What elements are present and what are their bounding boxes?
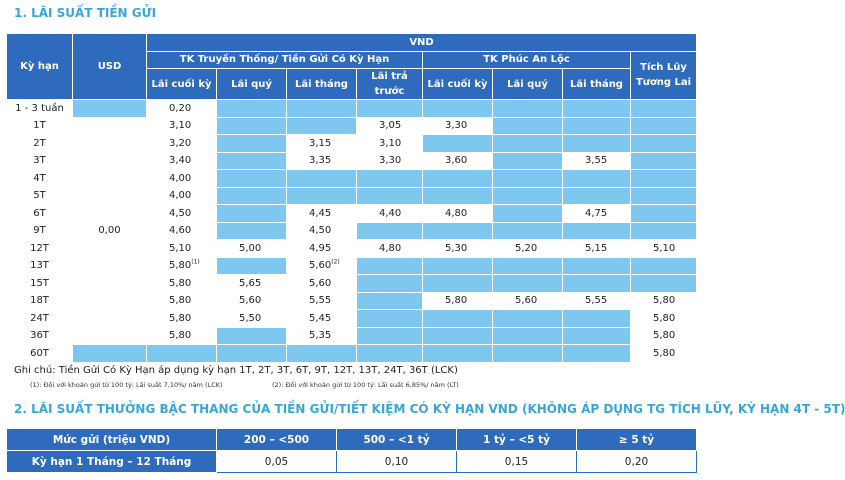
rate-cell — [147, 345, 217, 363]
rate-value: 3,30 — [445, 120, 468, 132]
footnote-1: (1): Đối với khoản gửi từ 100 tỷ: Lãi suất 7,10%/ năm (LCK) — [30, 381, 223, 389]
term-cell: 12T — [7, 240, 73, 258]
rate-cell — [287, 345, 357, 363]
rate-cell — [563, 187, 631, 205]
rate-cell — [287, 257, 357, 275]
term-cell: 6T — [7, 205, 73, 223]
rate-cell — [563, 310, 631, 328]
rate-cell — [423, 187, 493, 205]
rate-value: 3,10 — [379, 137, 402, 149]
term-cell: 60T — [7, 345, 73, 363]
rate-cell — [631, 187, 697, 205]
rate-cell — [217, 327, 287, 345]
header-group-traditional: TK Truyền Thống/ Tiền Gửi Có Kỳ Hạn — [147, 51, 423, 69]
header-group-future: Tích Lũy Tương Lai — [631, 51, 697, 100]
rate-cell — [287, 205, 357, 223]
rate-cell — [631, 345, 697, 363]
rate-cell — [563, 152, 631, 170]
rate-cell — [631, 152, 697, 170]
rate-cell — [493, 135, 563, 153]
rate-cell — [357, 187, 423, 205]
tier-header: ≥ 5 tỷ — [577, 429, 697, 451]
rate-cell — [357, 222, 423, 240]
rate-cell — [423, 240, 493, 258]
usd-rate: 0,00 — [73, 117, 147, 345]
rate-cell — [493, 275, 563, 293]
rate-cell — [217, 257, 287, 275]
rate-value: 5,80 — [445, 295, 468, 307]
rate-value: 3,40 — [169, 155, 192, 167]
rate-cell — [217, 135, 287, 153]
rate-value: 3,20 — [169, 137, 192, 149]
rate-cell — [563, 240, 631, 258]
header-pal-col: Lãi tháng — [563, 69, 631, 100]
rate-cell — [217, 222, 287, 240]
rate-cell — [493, 345, 563, 363]
rate-value: 3,30 — [379, 155, 402, 167]
rate-cell — [217, 310, 287, 328]
rate-cell — [357, 275, 423, 293]
rate-cell — [147, 310, 217, 328]
rate-value: 5,35 — [309, 330, 332, 342]
rate-value: 5,60$^{(2)}$ — [309, 258, 340, 272]
rate-value: 4,50 — [309, 225, 332, 237]
rate-value: 5,65 — [239, 277, 262, 289]
rate-cell — [147, 170, 217, 188]
rate-cell — [563, 275, 631, 293]
rate-cell — [357, 240, 423, 258]
rate-cell — [147, 222, 217, 240]
rate-cell — [147, 117, 217, 135]
rate-value: 3,55 — [585, 155, 608, 167]
rate-value: 4,00 — [169, 190, 192, 202]
rate-value: 0,20 — [169, 102, 192, 114]
rate-value: 4,80 — [445, 207, 468, 219]
rate-cell — [423, 170, 493, 188]
rate-value: 4,40 — [379, 207, 402, 219]
rate-value: 4,50 — [169, 207, 192, 219]
rate-value: 5,55 — [585, 295, 608, 307]
rate-cell — [563, 170, 631, 188]
term-cell: 9T — [7, 222, 73, 240]
rate-cell — [423, 275, 493, 293]
usd-cell — [73, 345, 147, 363]
rate-cell — [563, 100, 631, 118]
rate-cell — [287, 117, 357, 135]
rate-cell — [287, 170, 357, 188]
rate-cell — [147, 187, 217, 205]
term-cell: 15T — [7, 275, 73, 293]
rate-cell — [147, 327, 217, 345]
rate-cell — [217, 275, 287, 293]
term-cell: 3T — [7, 152, 73, 170]
rate-cell — [631, 170, 697, 188]
rate-value: 3,35 — [309, 155, 332, 167]
header-term: Kỳ hạn — [7, 34, 73, 100]
rate-cell — [423, 100, 493, 118]
rate-cell — [217, 187, 287, 205]
rate-cell — [147, 135, 217, 153]
term-cell: 1T — [7, 117, 73, 135]
rate-cell — [357, 327, 423, 345]
rate-cell — [147, 152, 217, 170]
rate-cell — [563, 292, 631, 310]
rate-value: 5,80$^{(1)}$ — [169, 258, 200, 272]
rate-value: 4,60 — [169, 225, 192, 237]
rate-cell — [493, 205, 563, 223]
rate-cell — [423, 327, 493, 345]
rate-cell — [631, 327, 697, 345]
footnote-marker: (2) — [331, 258, 340, 266]
rate-cell — [563, 117, 631, 135]
tier-row-label: Kỳ hạn 1 Tháng – 12 Tháng — [7, 451, 217, 473]
rate-cell — [357, 100, 423, 118]
rate-cell — [493, 170, 563, 188]
section1-title: 1. LÃI SUẤT TIỀN GỬI — [14, 6, 157, 20]
rate-cell — [217, 292, 287, 310]
rate-cell — [217, 117, 287, 135]
rate-cell — [217, 100, 287, 118]
rate-value: 5,60 — [309, 277, 332, 289]
term-cell: 13T — [7, 257, 73, 275]
rate-cell — [493, 292, 563, 310]
section2-title: 2. LÃI SUẤT THƯỞNG BẬC THANG CỦA TIỀN GỬI/TIẾT KIỆM CÓ KỲ HẠN VND (KHÔNG ÁP DỤNG TG TÍCH LŨY, KỲ HẠN 4T - 5T) — [14, 402, 845, 416]
header-trad-col: Lãi cuối kỳ — [147, 69, 217, 100]
rate-cell — [287, 292, 357, 310]
rate-value: 5,45 — [309, 312, 332, 324]
table-row — [7, 100, 697, 118]
footnote-2: (2): Đối với khoản gửi từ 100 tỷ: Lãi suất 6,85%/ năm (LT) — [272, 381, 459, 389]
rate-cell — [147, 205, 217, 223]
rate-cell — [423, 257, 493, 275]
rate-cell — [287, 275, 357, 293]
rate-cell — [287, 135, 357, 153]
term-cell: 5T — [7, 187, 73, 205]
tier-header-label: Mức gửi (triệu VND) — [7, 429, 217, 451]
term-cell: 2T — [7, 135, 73, 153]
rate-cell — [423, 135, 493, 153]
rate-cell — [631, 205, 697, 223]
rate-value: 4,45 — [309, 207, 332, 219]
rate-cell — [147, 240, 217, 258]
rate-value: 5,55 — [309, 295, 332, 307]
rate-value: 5,10 — [653, 242, 676, 254]
rate-value: 3,60 — [445, 155, 468, 167]
term-cell: 4T — [7, 170, 73, 188]
rate-value: 5,15 — [585, 242, 608, 254]
rate-cell — [563, 345, 631, 363]
rate-cell — [287, 327, 357, 345]
rate-cell — [423, 292, 493, 310]
header-pal-col: Lãi cuối kỳ — [423, 69, 493, 100]
rate-cell — [493, 117, 563, 135]
rate-cell — [493, 310, 563, 328]
rate-cell — [287, 152, 357, 170]
rate-value: 5,80 — [653, 347, 676, 359]
rate-value: 5,60 — [239, 295, 262, 307]
term-cell: 36T — [7, 327, 73, 345]
rate-value: 3,05 — [379, 120, 402, 132]
tier-value: 0,05 — [217, 451, 337, 473]
rate-value: 4,00 — [169, 172, 192, 184]
tier-header: 500 – <1 tỷ — [337, 429, 457, 451]
usd-cell — [73, 100, 147, 118]
term-cell: 1 - 3 tuần — [7, 100, 73, 118]
rate-cell — [493, 152, 563, 170]
rate-cell — [423, 205, 493, 223]
rate-cell — [631, 117, 697, 135]
rate-cell — [423, 117, 493, 135]
rate-value: 5,50 — [239, 312, 262, 324]
rate-value: 5,80 — [653, 295, 676, 307]
rate-cell — [631, 275, 697, 293]
rate-cell — [357, 135, 423, 153]
rate-value: 4,80 — [379, 242, 402, 254]
table-row — [7, 117, 697, 135]
term-cell: 18T — [7, 292, 73, 310]
rate-cell — [563, 135, 631, 153]
rate-value: 3,15 — [309, 137, 332, 149]
rate-value: 4,95 — [309, 242, 332, 254]
rate-value: 5,10 — [169, 242, 192, 254]
rate-cell — [357, 152, 423, 170]
rate-value: 5,60 — [515, 295, 538, 307]
rate-value: 5,30 — [445, 242, 468, 254]
header-group-phuc-an-loc: TK Phúc An Lộc — [423, 51, 631, 69]
table-row — [7, 345, 697, 363]
tier-value: 0,20 — [577, 451, 697, 473]
rate-value: 4,75 — [585, 207, 608, 219]
rate-cell — [217, 205, 287, 223]
rate-value: 5,80 — [169, 295, 192, 307]
header-usd: USD — [73, 34, 147, 100]
rate-value: 5,80 — [653, 312, 676, 324]
rate-cell — [217, 345, 287, 363]
interest-rate-table — [6, 33, 697, 363]
rate-cell — [147, 292, 217, 310]
header-trad-col: Lãi quý — [217, 69, 287, 100]
rate-cell — [423, 222, 493, 240]
rate-cell — [287, 310, 357, 328]
rate-value: 5,20 — [515, 242, 538, 254]
rate-cell — [287, 222, 357, 240]
table-note: Ghi chú: Tiền Gửi Có Kỳ Hạn áp dụng kỳ hạn 1T, 2T, 3T, 6T, 9T, 12T, 13T, 24T, 36T (LCK) — [14, 365, 458, 376]
rate-cell — [631, 222, 697, 240]
rate-cell — [493, 187, 563, 205]
rate-cell — [357, 205, 423, 223]
tier-value: 0,10 — [337, 451, 457, 473]
rate-cell — [287, 240, 357, 258]
rate-cell — [357, 257, 423, 275]
rate-cell — [147, 257, 217, 275]
rate-value: 5,80 — [169, 330, 192, 342]
rate-cell — [423, 345, 493, 363]
rate-cell — [357, 117, 423, 135]
rate-cell — [357, 310, 423, 328]
rate-cell — [493, 222, 563, 240]
rate-value: 5,80 — [169, 312, 192, 324]
tier-bonus-table — [6, 428, 697, 473]
tier-value: 0,15 — [457, 451, 577, 473]
rate-value: 5,80 — [653, 330, 676, 342]
rate-cell — [423, 310, 493, 328]
term-cell: 24T — [7, 310, 73, 328]
rate-value: 5,80 — [169, 277, 192, 289]
rate-cell — [217, 152, 287, 170]
rate-cell — [287, 100, 357, 118]
rate-cell — [493, 327, 563, 345]
rate-cell — [357, 292, 423, 310]
rate-cell — [563, 205, 631, 223]
rate-cell — [563, 257, 631, 275]
rate-cell — [357, 170, 423, 188]
rate-cell — [631, 257, 697, 275]
rate-cell — [147, 100, 217, 118]
rate-cell — [631, 292, 697, 310]
rate-cell — [631, 135, 697, 153]
rate-cell — [563, 327, 631, 345]
rate-cell — [631, 310, 697, 328]
rate-value: 5,00 — [239, 242, 262, 254]
rate-cell — [631, 240, 697, 258]
header-pal-col: Lãi quý — [493, 69, 563, 100]
header-vnd: VND — [147, 34, 697, 52]
rate-cell — [423, 152, 493, 170]
rate-cell — [357, 345, 423, 363]
tier-header: 200 – <500 — [217, 429, 337, 451]
tier-header: 1 tỷ – <5 tỷ — [457, 429, 577, 451]
rate-cell — [631, 100, 697, 118]
rate-cell — [493, 257, 563, 275]
rate-value: 3,10 — [169, 120, 192, 132]
header-trad-col: Lãi tháng — [287, 69, 357, 100]
rate-cell — [217, 240, 287, 258]
rate-cell — [147, 275, 217, 293]
rate-cell — [493, 100, 563, 118]
rate-cell — [563, 222, 631, 240]
rate-cell — [493, 240, 563, 258]
rate-cell — [217, 170, 287, 188]
rate-cell — [287, 187, 357, 205]
footnote-marker: (1) — [191, 258, 200, 266]
header-trad-col: Lãi trả trước — [357, 69, 423, 100]
